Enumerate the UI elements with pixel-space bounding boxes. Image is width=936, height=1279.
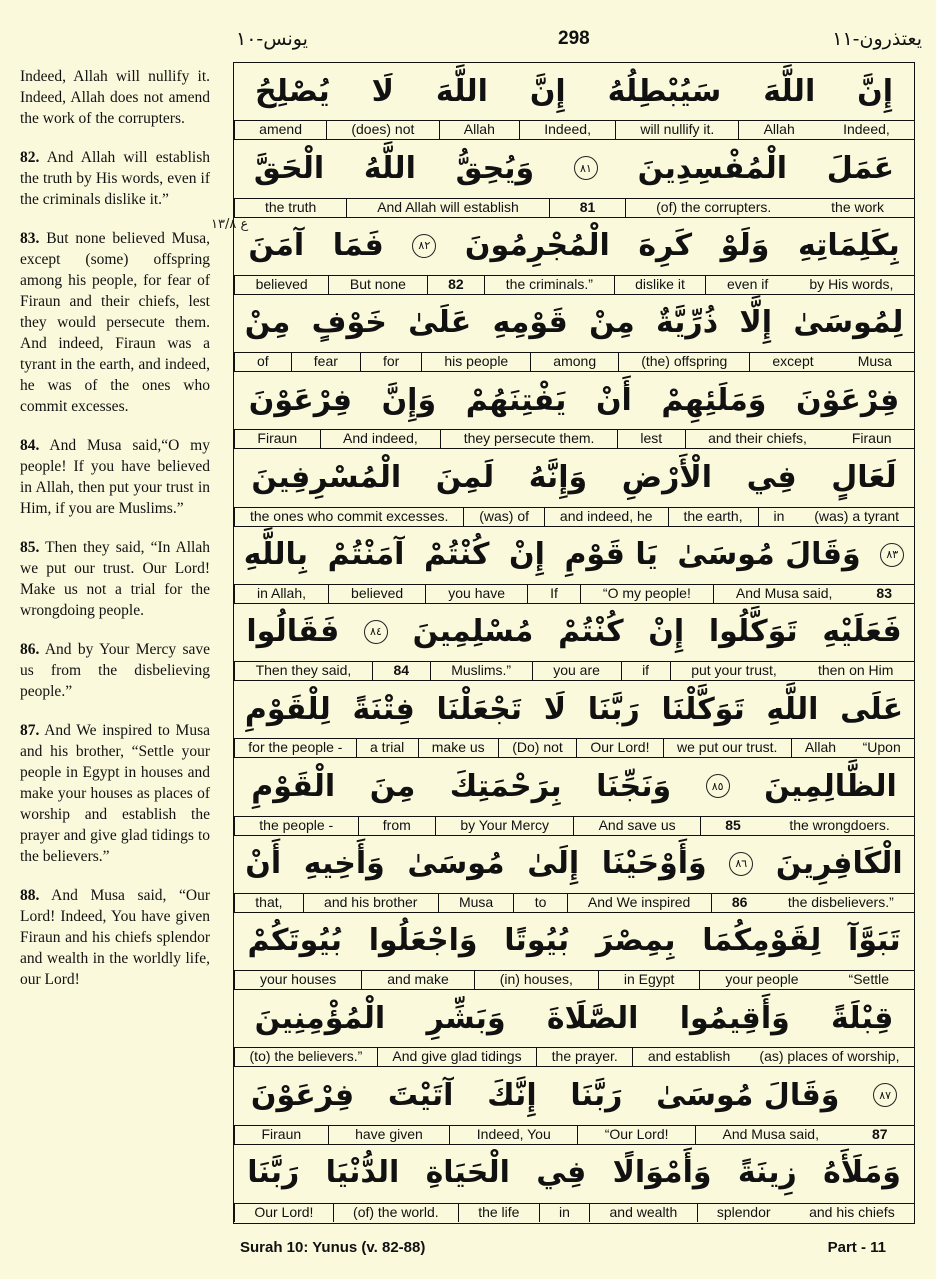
gloss-cell: Muslims.”: [430, 662, 532, 680]
gloss-cell: in Egypt: [598, 971, 700, 989]
arabic-word: وَأَوْحَيْنَا: [601, 846, 707, 882]
arabic-word: وَاجْعَلُوا: [368, 923, 478, 959]
translation-text: And We inspired to Musa and his brother, “Settle your people in Egypt in houses and make your houses as places of worship and establish the prayer and give glad tidings to the believers.”: [20, 722, 210, 865]
gloss-cell: by Your Mercy: [435, 817, 573, 835]
english-gloss-line: [234, 507, 914, 526]
english-gloss-line: [234, 816, 914, 835]
verse-number: 88.: [20, 887, 40, 904]
verse-row: [234, 372, 914, 449]
verse-number: 83.: [20, 230, 40, 247]
translation-paragraph: [20, 228, 210, 417]
arabic-word: فِرْعَوْنَ: [248, 382, 353, 418]
verse-end-marker: ٨٤: [364, 620, 388, 644]
arabic-word: الْمُسْرِفِينَ: [251, 459, 402, 495]
arabic-word: بُيُوتَكُمْ: [247, 923, 342, 959]
translation-paragraph: [20, 639, 210, 702]
verse-end-marker: ٨٣: [880, 543, 904, 567]
arabic-word: فِرْعَوْنَ: [250, 1077, 355, 1113]
gloss-cell: 81: [549, 199, 625, 217]
gloss-cell: Allah: [791, 739, 850, 757]
arabic-word: أَنْ: [595, 382, 632, 418]
english-gloss-line: [234, 661, 914, 680]
verse-row: [234, 63, 914, 140]
gloss-cell: And save us: [573, 817, 700, 835]
gloss-cell: in Allah,: [234, 585, 328, 603]
gloss-cell: in: [758, 508, 800, 526]
arabic-word: مِنْ: [589, 305, 635, 341]
verse-row: [234, 527, 914, 604]
arabic-word: وَنَجِّنَا: [596, 768, 672, 804]
gloss-cell: they persecute them.: [440, 430, 617, 448]
gloss-cell: “O my people!: [580, 585, 713, 603]
gloss-cell: and wealth: [589, 1204, 696, 1222]
gloss-cell: And Allah will establish: [346, 199, 549, 217]
gloss-cell: 83: [876, 584, 892, 601]
arabic-word: إِلَىٰ: [527, 846, 580, 882]
arabic-word: تَوَكَّلُوا: [708, 614, 798, 650]
english-gloss-line: [234, 120, 914, 139]
gloss-cell: 85: [700, 817, 765, 835]
arabic-word: زِينَةً: [737, 1155, 797, 1191]
page-number: 298: [558, 28, 590, 49]
gloss-cell: (Do) not: [498, 739, 576, 757]
gloss-cell: even if: [705, 276, 788, 294]
gloss-cell: Allah: [439, 121, 520, 139]
verse-number: 84.: [20, 437, 40, 454]
gloss-cell: and indeed, he: [544, 508, 668, 526]
arabic-word: الْكَافِرِينَ: [775, 846, 903, 882]
arabic-line: [234, 63, 914, 119]
translation-text: And by Your Mercy save us from the disbelieving people.”: [20, 641, 210, 700]
verse-row: [234, 449, 914, 526]
english-gloss-line: [234, 1125, 914, 1144]
gloss-cell: the disbelievers.”: [787, 893, 894, 910]
header-surah-name: يونس-١٠: [236, 28, 308, 50]
arabic-word: آتَيْتَ: [387, 1077, 454, 1113]
arabic-word: يَا قَوْمِ: [564, 537, 658, 573]
arabic-word: بِاللَّهِ: [243, 537, 309, 573]
gloss-cell: Musa: [857, 353, 892, 370]
gloss-cell: make us: [418, 739, 498, 757]
gloss-cell: and their chiefs,: [685, 430, 830, 448]
arabic-word: وَقَالَ مُوسَىٰ: [656, 1077, 840, 1113]
arabic-word: تَوَكَّلْنَا: [661, 691, 745, 727]
gloss-cell: and his brother: [303, 894, 438, 912]
gloss-cell: the truth: [234, 199, 346, 217]
arabic-word: إِنَّكَ: [487, 1077, 537, 1113]
translation-text: And Musa said,“O my people! If you have believed in Allah, then put your trust in Him, if you are Muslims.”: [20, 437, 210, 517]
verse-row: [234, 140, 914, 217]
gloss-cell: (does) not: [326, 121, 438, 139]
ruku-marker: ع ١٣/٨: [211, 217, 249, 232]
gloss-cell: believed: [234, 276, 328, 294]
verse-number: 85.: [20, 539, 40, 556]
translation-paragraph: [20, 885, 210, 990]
verse-number: 82.: [20, 149, 40, 166]
gloss-cell: will nullify it.: [615, 121, 738, 139]
arabic-word: لَا: [543, 691, 567, 727]
arabic-word: وَإِنَّهُ: [528, 459, 588, 495]
arabic-word: قِبْلَةً: [831, 1000, 894, 1036]
arabic-word: لِلْقَوْمِ: [244, 691, 331, 727]
english-gloss-line: [234, 738, 914, 757]
arabic-line: [234, 1145, 914, 1201]
english-gloss-line: [234, 429, 914, 448]
arabic-word: رَبَّنَا: [570, 1077, 623, 1113]
arabic-word: آمَنْتُمْ: [327, 537, 405, 573]
verse-row: [234, 836, 914, 913]
gloss-cell: except: [749, 353, 835, 371]
arabic-word: اللَّهِ: [766, 691, 819, 727]
arabic-word: تَجْعَلْنَا: [436, 691, 523, 727]
gloss-cell: Our Lord!: [576, 739, 663, 757]
arabic-line: [234, 372, 914, 428]
footer-part: Part - 11: [827, 1239, 886, 1256]
verse-row: [234, 1145, 914, 1222]
gloss-cell: among: [530, 353, 618, 371]
verse-row: [234, 990, 914, 1067]
arabic-word: مُوسَىٰ: [407, 846, 505, 882]
verse-row: [234, 1067, 914, 1144]
gloss-cell: If: [527, 585, 580, 603]
arabic-word: بِكَلِمَاتِهِ: [797, 228, 900, 264]
gloss-cell: Musa: [438, 894, 514, 912]
gloss-cell: you have: [425, 585, 527, 603]
arabic-word: الْحَقَّ: [253, 150, 325, 186]
gloss-cell: a trial: [356, 739, 418, 757]
arabic-line: [234, 527, 914, 583]
arabic-line: [234, 990, 914, 1046]
header-juz-name: يعتذرون-١١: [832, 28, 922, 50]
arabic-word: بِمِصْرَ: [595, 923, 676, 959]
gloss-cell: put your trust,: [670, 662, 798, 680]
arabic-word: فِتْنَةً: [352, 691, 415, 727]
arabic-line: [234, 1067, 914, 1123]
arabic-word: اللَّهُ: [363, 150, 416, 186]
gloss-cell: “Settle: [848, 971, 890, 988]
arabic-word: وَيُحِقُّ: [455, 150, 535, 186]
arabic-word: وَلَوْ: [720, 228, 770, 264]
arabic-word: لَا: [371, 73, 394, 109]
arabic-line: [234, 140, 914, 196]
arabic-word: آمَنَ: [248, 228, 305, 264]
arabic-word: وَإِنَّ: [381, 382, 437, 418]
translation-column: [20, 66, 210, 1008]
gloss-cell: “Our Lord!: [577, 1126, 695, 1144]
gloss-cell: And Musa said,: [695, 1126, 845, 1144]
arabic-word: كُنْتُمْ: [423, 537, 490, 573]
gloss-cell: And indeed,: [320, 430, 441, 448]
gloss-cell: Indeed,: [519, 121, 615, 139]
arabic-word: وَأَخِيهِ: [303, 846, 385, 882]
gloss-cell: the earth,: [668, 508, 758, 526]
arabic-word: رَبَّنَا: [587, 691, 640, 727]
verse-row: [234, 758, 914, 835]
gloss-cell: then on Him: [817, 662, 894, 679]
gloss-cell: that,: [234, 894, 303, 912]
english-gloss-line: [234, 275, 914, 294]
arabic-word: إِنْ: [509, 537, 545, 573]
gloss-cell: and his chiefs: [809, 1203, 895, 1220]
arabic-word: فِي: [746, 459, 797, 495]
arabic-line: [234, 681, 914, 737]
gloss-cell: dislike it: [614, 276, 706, 294]
verse-number: 86.: [20, 641, 40, 658]
arabic-word: الْحَيَاةِ: [425, 1155, 510, 1191]
arabic-word: يُصْلِحُ: [255, 73, 330, 109]
arabic-word: الْأَرْضِ: [621, 459, 712, 495]
arabic-word: إِنَّ: [857, 73, 894, 109]
arabic-word: الدُّنْيَا: [325, 1155, 400, 1191]
arabic-word: إِنْ: [648, 614, 685, 650]
arabic-word: وَأَقِيمُوا: [679, 1000, 790, 1036]
gloss-cell: Firaun: [234, 1126, 328, 1144]
arabic-word: لَمِنَ: [435, 459, 495, 495]
gloss-cell: lest: [617, 430, 685, 448]
arabic-word: الصَّلَاةَ: [546, 1000, 639, 1036]
gloss-cell: the wrongdoers.: [789, 816, 890, 833]
english-gloss-line: [234, 198, 914, 217]
gloss-cell: believed: [328, 585, 425, 603]
verse-row: [234, 604, 914, 681]
arabic-word: ذُرِّيَّةٌ: [655, 305, 719, 341]
gloss-cell: the prayer.: [536, 1048, 632, 1066]
gloss-cell: (as) places of worship,: [759, 1048, 900, 1065]
arabic-line: [234, 836, 914, 892]
arabic-line: [234, 295, 914, 351]
arabic-word: قَوْمِهِ: [492, 305, 568, 341]
arabic-word: وَمَلَأَهُ: [823, 1155, 901, 1191]
arabic-line: [234, 449, 914, 505]
arabic-word: اللَّهَ: [435, 73, 488, 109]
arabic-word: رَبَّنَا: [247, 1155, 300, 1191]
verse-row: [234, 913, 914, 990]
arabic-word: تَبَوَّآ: [848, 923, 901, 959]
english-gloss-line: [234, 893, 914, 912]
gloss-cell: and establish: [632, 1048, 745, 1066]
arabic-word: وَبَشِّرِ: [426, 1000, 506, 1036]
arabic-word: اللَّهَ: [763, 73, 816, 109]
english-gloss-line: [234, 1203, 914, 1222]
gloss-cell: Indeed,: [843, 121, 890, 138]
verse-row: [234, 295, 914, 372]
gloss-cell: (of) the corrupters.: [625, 199, 801, 217]
arabic-word: أَنْ: [245, 846, 282, 882]
gloss-cell: But none: [328, 276, 426, 294]
gloss-cell: Indeed, You: [449, 1126, 577, 1144]
translation-text: And Allah will establish the truth by His words, even if the criminals dislike it.”: [20, 149, 210, 208]
gloss-cell: of: [234, 353, 291, 371]
arabic-word: كُنْتُمْ: [558, 614, 624, 650]
gloss-cell: (the) offspring: [618, 353, 749, 371]
verse-end-marker: ٨٦: [729, 852, 753, 876]
arabic-line: [234, 604, 914, 660]
gloss-cell: from: [358, 817, 436, 835]
gloss-cell: 82: [427, 276, 485, 294]
arabic-line: [234, 913, 914, 969]
arabic-word: وَقَالَ مُوسَىٰ: [677, 537, 861, 573]
arabic-word: مِنْ: [244, 305, 291, 341]
gloss-cell: (in) houses,: [474, 971, 598, 989]
translation-paragraph: [20, 435, 210, 519]
gloss-cell: have given: [328, 1126, 450, 1144]
arabic-word: فِي: [536, 1155, 587, 1191]
gloss-cell: Our Lord!: [234, 1204, 333, 1222]
arabic-word: الْقَوْمِ: [251, 768, 336, 804]
gloss-cell: And We inspired: [567, 894, 711, 912]
translation-paragraph: [20, 147, 210, 210]
gloss-cell: (of) the world.: [333, 1204, 458, 1222]
translation-text: And Musa said, “Our Lord! Indeed, You have given Firaun and his chiefs splendor and wealth in the worldly life, our Lord!: [20, 887, 210, 988]
arabic-word: إِنَّ: [529, 73, 566, 109]
gloss-cell: splendor: [697, 1204, 790, 1222]
gloss-cell: your houses: [234, 971, 361, 989]
arabic-word: لِمُوسَىٰ: [793, 305, 904, 341]
arabic-word: لِقَوْمِكُمَا: [702, 923, 822, 959]
verse-end-marker: ٨٢: [412, 234, 436, 258]
gloss-cell: “Upon: [862, 739, 901, 756]
arabic-word: الْمُفْسِدِينَ: [637, 150, 788, 186]
arabic-word: كَرِهَ: [638, 228, 693, 264]
gloss-cell: by His words,: [809, 275, 894, 292]
arabic-line: [234, 758, 914, 814]
english-gloss-line: [234, 1047, 914, 1066]
verse-row: [234, 218, 914, 295]
gloss-cell: if: [621, 662, 670, 680]
english-gloss-line: [234, 970, 914, 989]
verse-end-marker: ٨١: [574, 156, 598, 180]
translation-text: But none believed Musa, except (some) offspring among his people, for fear of Firaun and their chiefs, lest they would persecute them. And indeed, Firaun was a tyrant in the earth, and indeed, he was of the ones who commit excesses.: [20, 230, 210, 415]
gloss-cell: And give glad tidings: [377, 1048, 536, 1066]
arabic-word: بِرَحْمَتِكَ: [449, 768, 562, 804]
translation-text: Indeed, Allah will nullify it. Indeed, Allah does not amend the work of the corrupters.: [20, 68, 210, 127]
gloss-cell: for the people -: [234, 739, 356, 757]
arabic-word: فَمَا: [332, 228, 384, 264]
gloss-cell: the ones who commit excesses.: [234, 508, 463, 526]
arabic-word: فِرْعَوْنَ: [796, 382, 900, 418]
gloss-cell: amend: [234, 121, 326, 139]
gloss-cell: Then they said,: [234, 662, 372, 680]
verse-row: [234, 681, 914, 758]
arabic-word: سَيُبْطِلُهُ: [607, 73, 722, 109]
arabic-word: بُيُوتًا: [504, 923, 570, 959]
gloss-cell: in: [539, 1204, 589, 1222]
word-by-word-grid: [233, 62, 915, 1224]
arabic-word: وَمَلَئِهِمْ: [661, 382, 767, 418]
arabic-word: يَفْتِنَهُمْ: [465, 382, 567, 418]
arabic-word: لَعَالٍ: [831, 459, 897, 495]
verse-end-marker: ٨٥: [706, 774, 730, 798]
arabic-word: الْمُؤْمِنِينَ: [254, 1000, 386, 1036]
arabic-word: إِلَّا: [739, 305, 773, 341]
gloss-cell: and make: [361, 971, 473, 989]
gloss-cell: the life: [458, 1204, 539, 1222]
gloss-cell: 87: [871, 1125, 888, 1142]
arabic-word: خَوْفٍ: [311, 305, 387, 341]
gloss-cell: his people: [421, 353, 530, 371]
arabic-word: عَلَىٰ: [408, 305, 472, 341]
gloss-cell: 86: [711, 894, 768, 912]
gloss-cell: to: [513, 894, 566, 912]
gloss-cell: 84: [372, 662, 430, 680]
footer-surah: Surah 10: Yunus (v. 82-88): [240, 1239, 426, 1256]
gloss-cell: Firaun: [234, 430, 320, 448]
gloss-cell: Firaun: [851, 430, 892, 447]
gloss-cell: (to) the believers.”: [234, 1048, 377, 1066]
arabic-word: وَأَمْوَالًا: [612, 1155, 712, 1191]
translation-paragraph: [20, 66, 210, 129]
gloss-cell: your people: [699, 971, 823, 989]
translation-paragraph: [20, 720, 210, 867]
arabic-word: مُسْلِمِينَ: [412, 614, 534, 650]
arabic-word: فَعَلَيْهِ: [822, 614, 902, 650]
gloss-cell: the criminals.”: [484, 276, 613, 294]
gloss-cell: Allah: [738, 121, 819, 139]
arabic-word: عَمَلَ: [826, 150, 895, 186]
arabic-word: عَلَى: [840, 691, 904, 727]
gloss-cell: fear: [291, 353, 360, 371]
gloss-cell: (was) a tyrant: [814, 507, 900, 524]
gloss-cell: for: [360, 353, 421, 371]
arabic-word: الظَّالِمِينَ: [764, 768, 897, 804]
gloss-cell: the work: [831, 198, 885, 215]
arabic-word: الْمُجْرِمُونَ: [464, 228, 610, 264]
verse-end-marker: ٨٧: [873, 1083, 897, 1107]
arabic-line: [234, 218, 914, 274]
verse-number: 87.: [20, 722, 40, 739]
translation-paragraph: [20, 537, 210, 621]
arabic-word: مِنَ: [369, 768, 416, 804]
arabic-word: فَقَالُوا: [246, 614, 340, 650]
gloss-cell: And Musa said,: [713, 585, 855, 603]
gloss-cell: the people -: [234, 817, 358, 835]
english-gloss-line: [234, 584, 914, 603]
gloss-cell: (was) of: [463, 508, 544, 526]
english-gloss-line: [234, 352, 914, 371]
translation-text: Then they said, “In Allah we put our trust. Our Lord! Make us not a trial for the wrongdoing people.: [20, 539, 210, 619]
gloss-cell: you are: [532, 662, 621, 680]
gloss-cell: we put our trust.: [663, 739, 791, 757]
